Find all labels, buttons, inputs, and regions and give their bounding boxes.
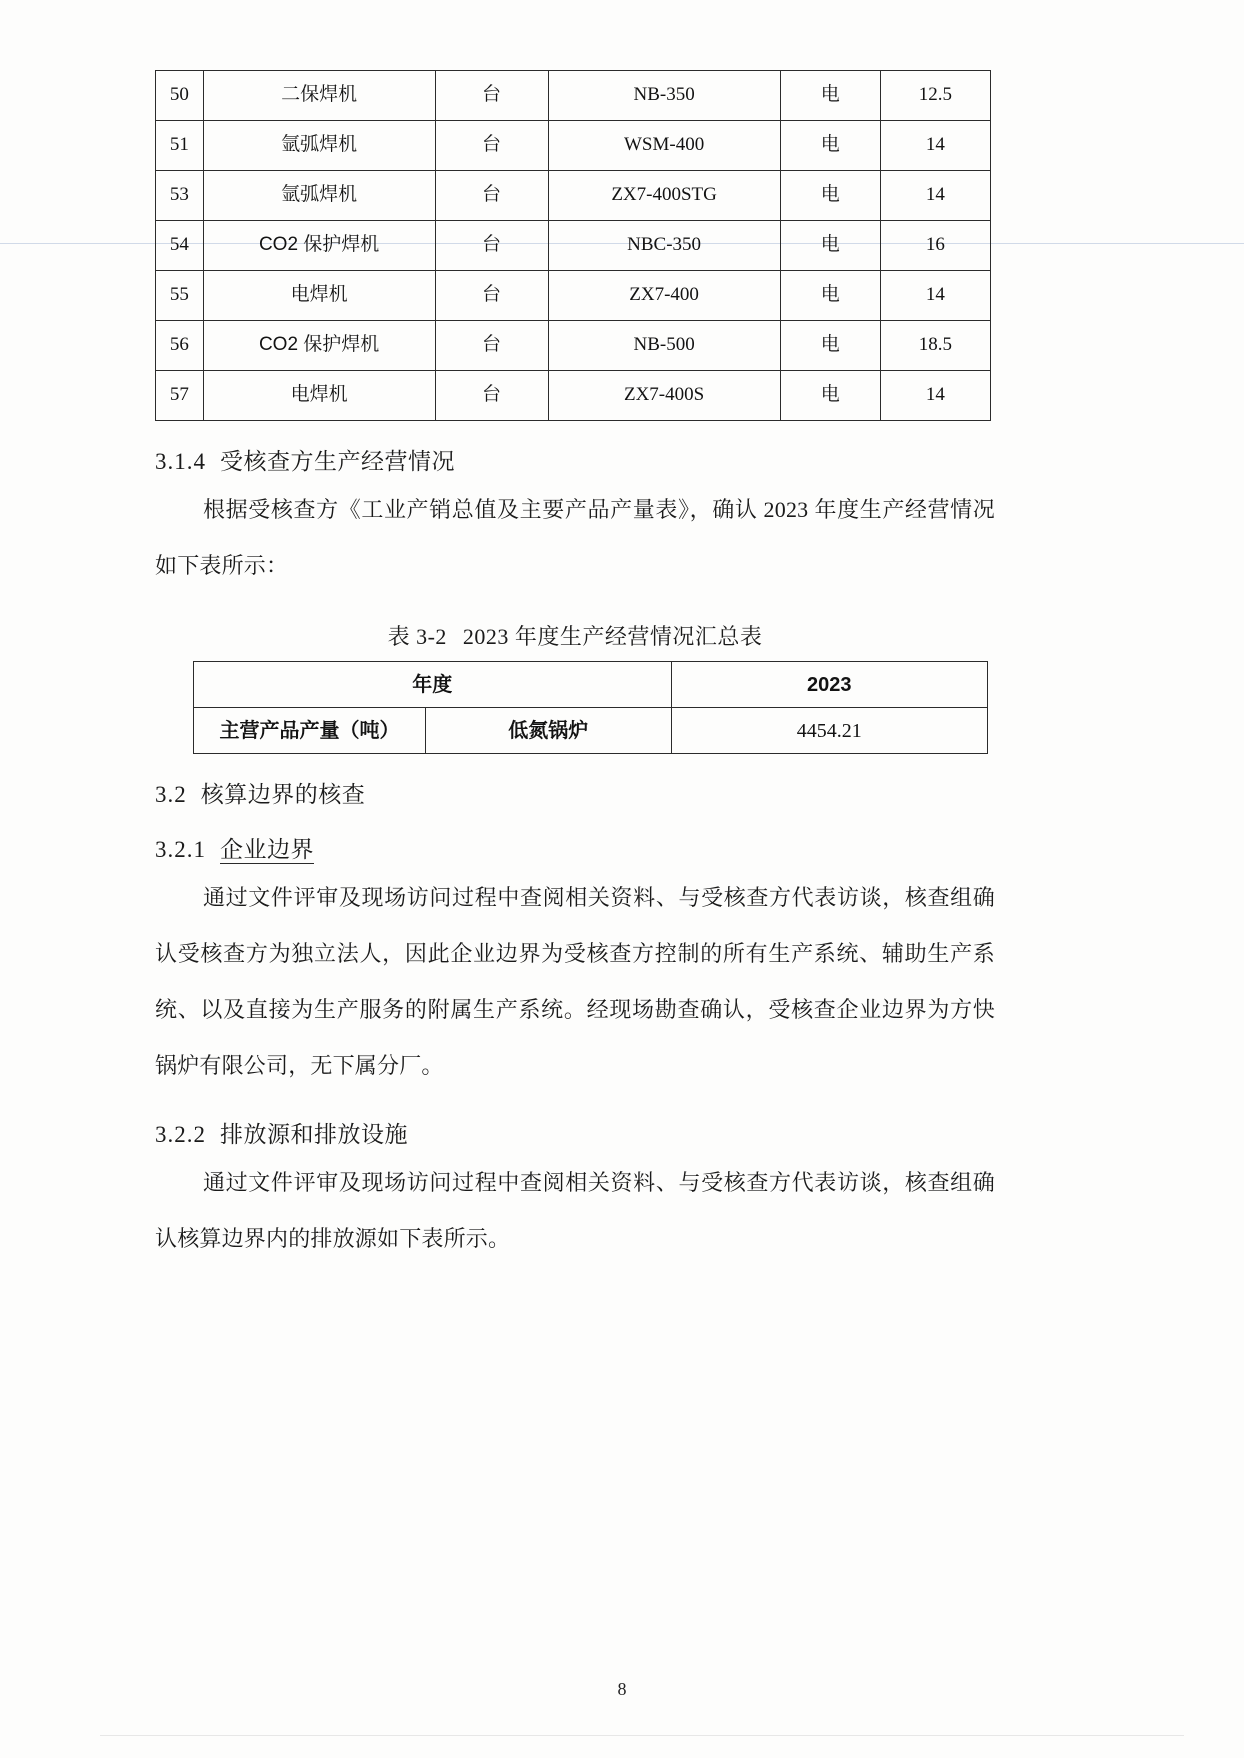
equipment-no: 51 [156, 121, 204, 171]
production-table-body [194, 662, 988, 754]
heading-3-1-4-number: 3.1.4 [155, 449, 206, 474]
table-row [194, 662, 988, 708]
heading-3-2-1 [155, 831, 995, 864]
table-row [156, 221, 991, 271]
table-row [156, 371, 991, 421]
page-content [155, 70, 995, 1267]
heading-3-2-2-title: 排放源和排放设施 [220, 1122, 408, 1147]
heading-3-2-1-number: 3.2.1 [155, 837, 206, 862]
table-3-2-caption-text: 2023 年度生产经营情况汇总表 [462, 624, 763, 649]
equipment-model: ZX7-400STG [548, 171, 780, 221]
production-row-value: 4454.21 [671, 708, 987, 754]
equipment-energy: 电 [780, 171, 880, 221]
heading-3-1-4-title: 受核查方生产经营情况 [220, 449, 455, 474]
equipment-model: NBC-350 [548, 221, 780, 271]
equipment-name: 电焊机 [203, 371, 435, 421]
equipment-model: ZX7-400S [548, 371, 780, 421]
equipment-power: 18.5 [880, 321, 990, 371]
heading-3-2-2 [155, 1116, 995, 1149]
equipment-energy: 电 [780, 121, 880, 171]
scan-artifact-line-bottom [100, 1735, 1184, 1736]
paragraph-3-1-4: 根据受核查方《工业产销总值及主要产品产量表》，确认 2023 年度生产经营情况如下表所示： [155, 497, 995, 578]
heading-3-2-2-number: 3.2.2 [155, 1122, 206, 1147]
paragraph-3-2-1: 通过文件评审及现场访问过程中查阅相关资料、与受核查方代表访谈，核查组确认受核查方为独立法人，因此企业边界为受核查方控制的所有生产系统、辅助生产系统、以及直接为生产服务的附属生产系统。经现场勘查确认，受核查企业边界为方快锅炉有限公司，无下属分厂。 [155, 885, 995, 1078]
equipment-power: 16 [880, 221, 990, 271]
equipment-name: CO2 保护焊机 [203, 221, 435, 271]
equipment-no: 54 [156, 221, 204, 271]
equipment-no: 56 [156, 321, 204, 371]
heading-3-2-title: 核算边界的核查 [200, 782, 366, 807]
equipment-energy: 电 [780, 271, 880, 321]
equipment-table-body [156, 71, 991, 421]
table-row [156, 271, 991, 321]
equipment-no: 50 [156, 71, 204, 121]
table-row [156, 171, 991, 221]
equipment-no: 55 [156, 271, 204, 321]
equipment-model: NB-500 [548, 321, 780, 371]
equipment-name: 氩弧焊机 [203, 121, 435, 171]
table-row [156, 121, 991, 171]
equipment-unit: 台 [435, 171, 548, 221]
page-number: 8 [617, 1679, 627, 1699]
equipment-name: 二保焊机 [203, 71, 435, 121]
equipment-power: 14 [880, 371, 990, 421]
production-row-label: 主营产品产量（吨） [194, 708, 426, 754]
production-summary-table [193, 661, 988, 754]
equipment-unit: 台 [435, 371, 548, 421]
equipment-power: 12.5 [880, 71, 990, 121]
heading-3-2-number: 3.2 [155, 782, 187, 807]
equipment-name: 氩弧焊机 [203, 171, 435, 221]
equipment-energy: 电 [780, 71, 880, 121]
table-3-2-caption-number: 表 3-2 [387, 624, 447, 649]
equipment-unit: 台 [435, 121, 548, 171]
equipment-model: NB-350 [548, 71, 780, 121]
production-table-wrapper [155, 661, 995, 754]
equipment-energy: 电 [780, 371, 880, 421]
table-row [194, 708, 988, 754]
production-header-year: 年度 [194, 662, 672, 708]
equipment-energy: 电 [780, 321, 880, 371]
production-row-product: 低氮锅炉 [425, 708, 671, 754]
equipment-table [155, 70, 991, 421]
equipment-unit: 台 [435, 71, 548, 121]
table-row [156, 71, 991, 121]
equipment-power: 14 [880, 121, 990, 171]
heading-3-2-1-title: 企业边界 [220, 837, 314, 862]
equipment-power: 14 [880, 271, 990, 321]
equipment-name: CO2 保护焊机 [203, 321, 435, 371]
equipment-unit: 台 [435, 321, 548, 371]
table-3-2-caption [155, 620, 995, 651]
equipment-unit: 台 [435, 271, 548, 321]
equipment-energy: 电 [780, 221, 880, 271]
equipment-unit: 台 [435, 221, 548, 271]
equipment-power: 14 [880, 171, 990, 221]
table-row [156, 321, 991, 371]
equipment-name: 电焊机 [203, 271, 435, 321]
equipment-model: ZX7-400 [548, 271, 780, 321]
heading-3-1-4 [155, 443, 995, 476]
equipment-no: 57 [156, 371, 204, 421]
paragraph-3-2-2: 通过文件评审及现场访问过程中查阅相关资料、与受核查方代表访谈，核查组确认核算边界内的排放源如下表所示。 [155, 1170, 995, 1251]
equipment-no: 53 [156, 171, 204, 221]
heading-3-2 [155, 776, 995, 809]
production-header-year-value: 2023 [671, 662, 987, 708]
equipment-model: WSM-400 [548, 121, 780, 171]
